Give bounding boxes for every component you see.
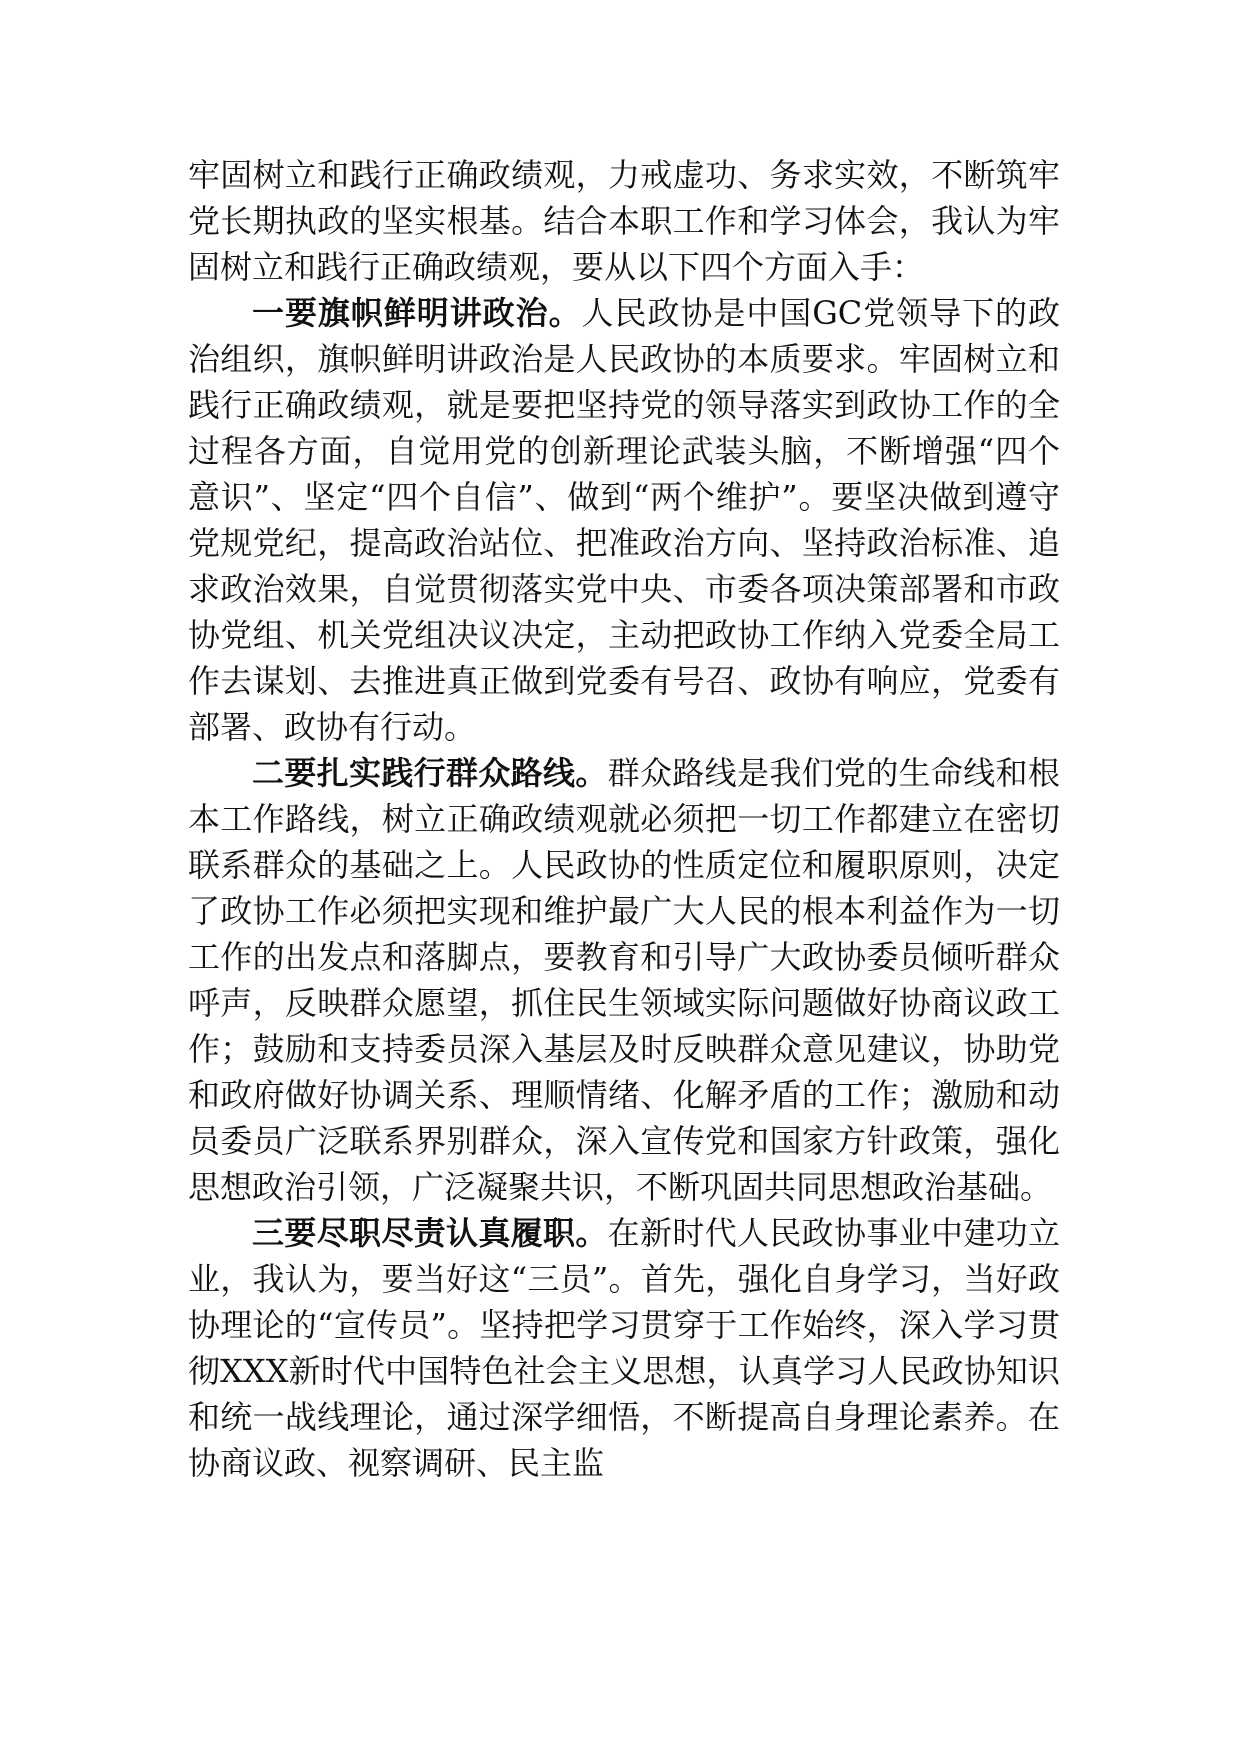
document-body bbox=[188, 152, 1060, 1486]
section-paragraph-2 bbox=[188, 750, 1060, 1210]
section-heading-1: 一要旗帜鲜明讲政治。 bbox=[252, 294, 582, 332]
intro-paragraph: 牢固树立和践行正确政绩观，力戒虚功、务求实效，不断筑牢党长期执政的坚实根基。结合本职工作和学习体会，我认为牢固树立和践行正确政绩观，要从以下四个方面入手： bbox=[188, 156, 1060, 286]
section-heading-2: 二要扎实践行群众路线。 bbox=[252, 754, 608, 792]
section-body-2: 群众路线是我们党的生命线和根本工作路线，树立正确政绩观就必须把一切工作都建立在密切联系群众的基础之上。人民政协的性质定位和履职原则，决定了政协工作必须把实现和维护最广大人民的根本利益作为一切工作的出发点和落脚点，要教育和引导广大政协委员倾听群众呼声，反映群众愿望，抓住民生领域实际问题做好协商议政工作；鼓励和支持委员深入基层及时反映群众意见建议，协助党和政府做好协调关系、理顺情绪、化解矛盾的工作；激励和动员委员广泛联系界别群众，深入宣传党和国家方针政策，强化思想政治引领，广泛凝聚共识，不断巩固共同思想政治基础。 bbox=[188, 754, 1060, 1206]
section-paragraph-1 bbox=[188, 290, 1060, 750]
section-body-1: 人民政协是中国GC党领导下的政治组织，旗帜鲜明讲政治是人民政协的本质要求。牢固树立和践行正确政绩观，就是要把坚持党的领导落实到政协工作的全过程各方面，自觉用党的创新理论武装头脑，不断增强“四个意识”、坚定“四个自信”、做到“两个维护”。要坚决做到遵守党规党纪，提高政治站位、把准政治方向、坚持政治标准、追求政治效果，自觉贯彻落实党中央、市委各项决策部署和市政协党组、机关党组决议决定，主动把政协工作纳入党委全局工作去谋划、去推进真正做到党委有号召、政协有响应，党委有部署、政协有行动。 bbox=[188, 294, 1060, 746]
section-paragraph-3 bbox=[188, 1210, 1060, 1486]
section-heading-3: 三要尽职尽责认真履职。 bbox=[252, 1214, 608, 1252]
section-body-3: 在新时代人民政协事业中建功立业，我认为，要当好这“三员”。首先，强化自身学习，当好政协理论的“宣传员”。坚持把学习贯穿于工作始终，深入学习贯彻XXX新时代中国特色社会主义思想，认真学习人民政协知识和统一战线理论，通过深学细悟，不断提高自身理论素养。在协商议政、视察调研、民主监 bbox=[188, 1214, 1060, 1482]
